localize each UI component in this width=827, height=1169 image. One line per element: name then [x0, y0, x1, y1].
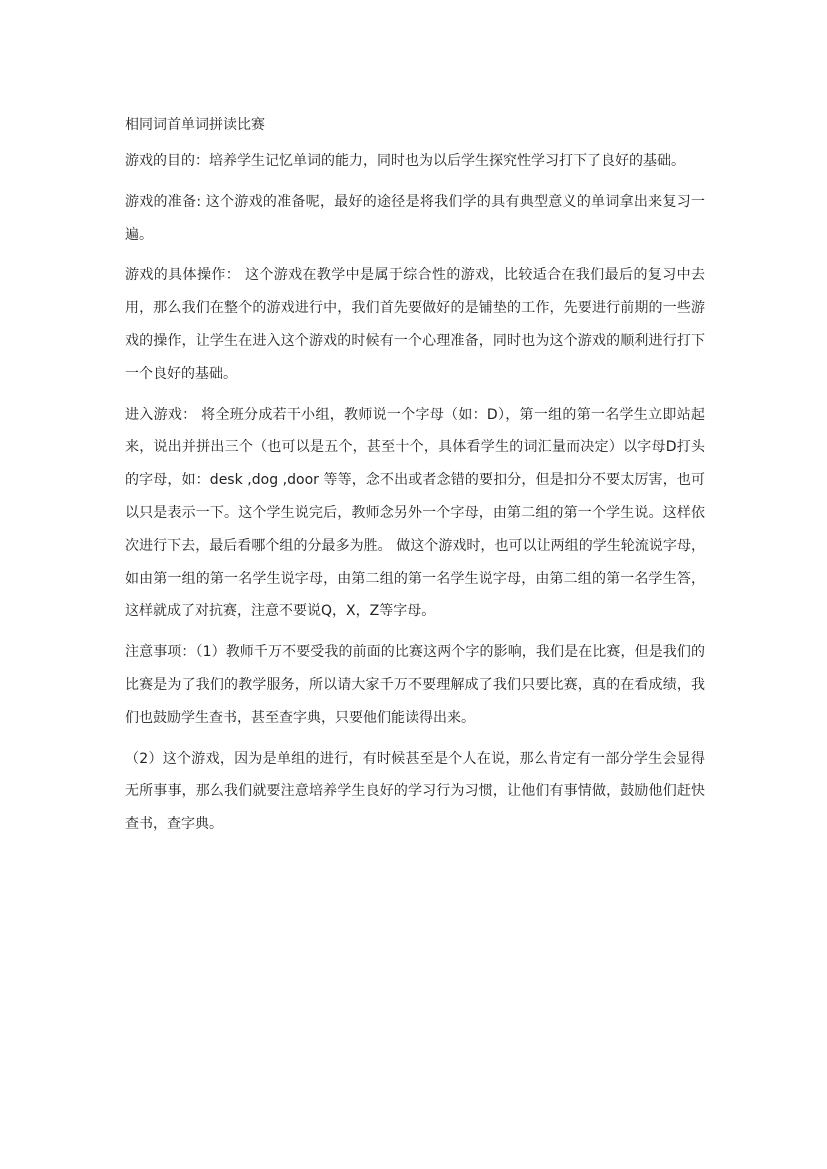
document-body	[125, 113, 705, 841]
paragraph-game-preparation: 游戏的准备: 这个游戏的准备呢，最好的途径是将我们学的具有典型意义的单词拿出来复习一遍。	[125, 193, 705, 243]
paragraph-notes: 注意事项：（1）教师千万不要受我的前面的比赛这两个字的影响，我们是在比赛，但是我们的比赛是为了我们的教学服务，所以请大家千万不要理解成了我们只要比赛，真的在看成绩，我们也鼓励学生查书，甚至查字典，只要他们能读得出来。	[125, 644, 705, 726]
paragraph-game-operation: 游戏的具体操作： 这个游戏在教学中是属于综合性的游戏，比较适合在我们最后的复习中去用，那么我们在整个的游戏进行中，我们首先要做好的是铺垫的工作，先要进行前期的一些游戏的操作，让学生在进入这个游戏的时候有一个心理准备，同时也为这个游戏的顺利进行打下一个良好的基础。	[125, 267, 705, 382]
paragraph-enter-game: 进入游戏： 将全班分成若干小组，教师说一个字母（如：D），第一组的第一名学生立即站起来，说出并拼出三个（也可以是五个，甚至十个，具体看学生的词汇量而决定）以字母D打头的字母，如：desk ,dog ,door 等等，念不出或者念错的要扣分，但是扣分不要太厉害，也可以只是表示一下。这个学生说完后，教师念另外一个字母，由第二组的第一个学生说。这样依次进行下去，最后看哪个组的分最多为胜。 做这个游戏时，也可以让两组的学生轮流说字母，如由第一组的第一名学生说字母，由第二组的第一名学生说字母，由第二组的第一名学生答，这样就成了对抗赛，注意不要说Q，X，Z等字母。	[125, 406, 705, 620]
paragraph-game-purpose: 游戏的目的：培养学生记忆单词的能力，同时也为以后学生探究性学习打下了良好的基础。	[125, 153, 685, 169]
document-title: 相同词首单词拼读比赛	[125, 117, 265, 133]
paragraph-notes-2: （2）这个游戏，因为是单组的进行，有时候甚至是个人在说，那么肯定有一部分学生会显得无所事事，那么我们就要注意培养学生良好的学习行为习惯，让他们有事情做，鼓励他们赶快查书，查字典。	[125, 750, 705, 833]
